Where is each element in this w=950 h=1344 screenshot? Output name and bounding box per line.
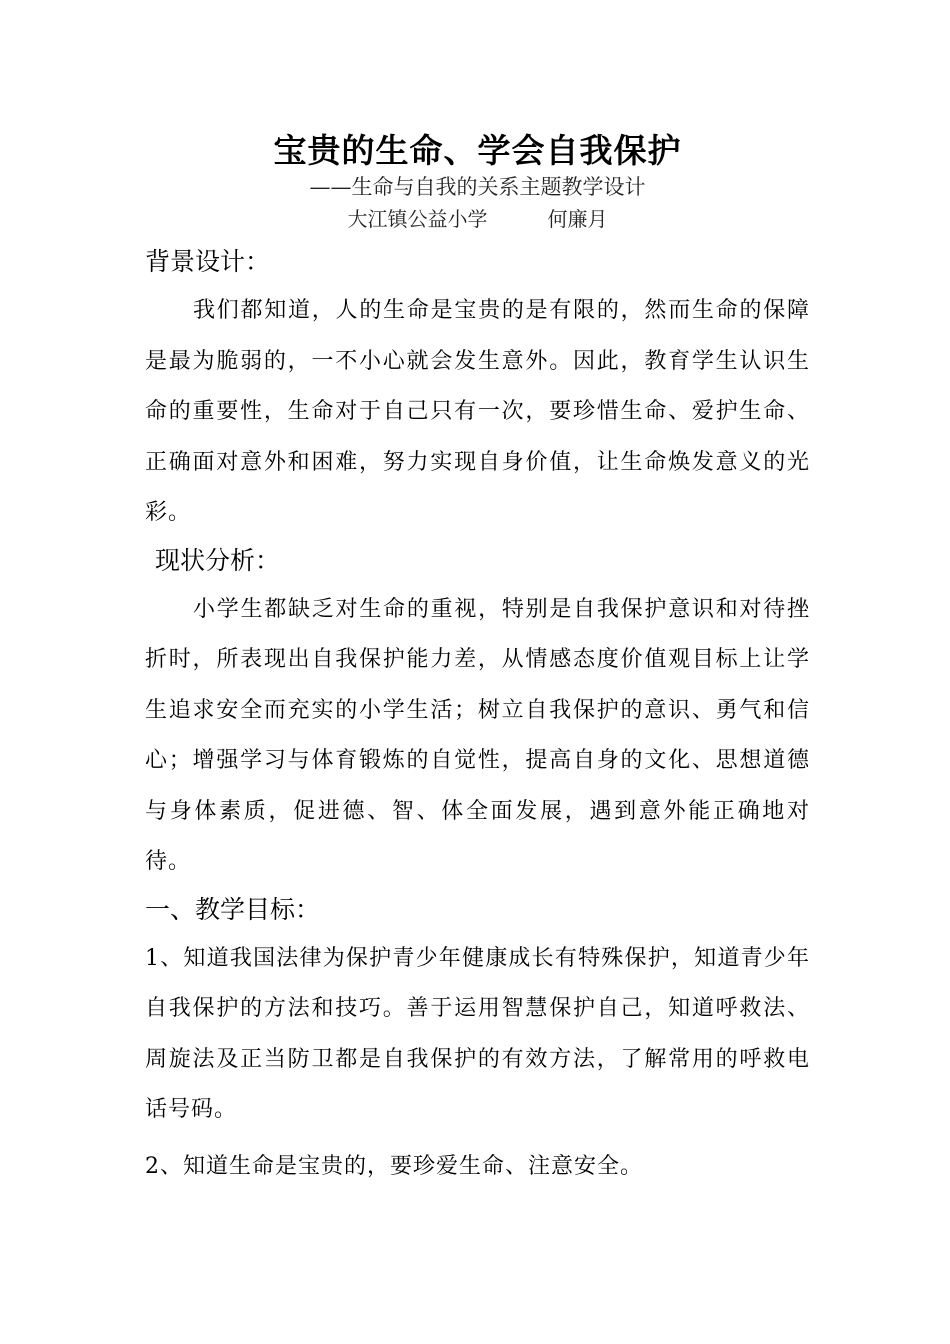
document-subtitle: ——生命与自我的关系主题教学设计 — [309, 175, 646, 199]
school-name: 大江镇公益小学 — [347, 207, 488, 231]
section-heading-background: 背景设计： — [145, 247, 271, 276]
section-heading-objectives: 一、教学目标： — [145, 894, 321, 924]
section-paragraph-analysis: 小学生都缺乏对生命的重视，特别是自我保护意识和对待挫折时，所表现出自我保护能力差，从情感态度价值观目标上让学生追求安全而充实的小学生活；树立自我保护的意识、勇气和信心；增强学习与体育锻炼的自觉性，提高自身的文化、思想道德与身体素质，促进德、智、体全面发展，遇到意外能正确地对待。 — [145, 596, 810, 874]
document-content — [145, 130, 810, 1192]
document-title: 宝贵的生命、学会自我保护 — [273, 131, 682, 170]
section-paragraph-background: 我们都知道，人的生命是宝贵的是有限的，然而生命的保障是最为脆弱的，一不小心就会发生意外。因此，教育学生认识生命的重要性，生命对于自己只有一次，要珍惜生命、爱护生命、正确面对意外和困难，努力实现自身价值，让生命焕发意义的光彩。 — [145, 298, 810, 525]
section-heading-analysis: 现状分析： — [155, 545, 281, 575]
objective-item-1: 1、知道我国法律为保护青少年健康成长有特殊保护，知道青少年自我保护的方法和技巧。善于运用智慧保护自己，知道呼救法、周旋法及正当防卫都是自我保护的有效方法，了解常用的呼救电话号码。 — [145, 945, 810, 1122]
objective-item-2: 2、知道生命是宝贵的，要珍爱生命、注意安全。 — [145, 1153, 643, 1179]
byline — [145, 202, 810, 236]
author-name: 何廉月 — [547, 207, 608, 231]
